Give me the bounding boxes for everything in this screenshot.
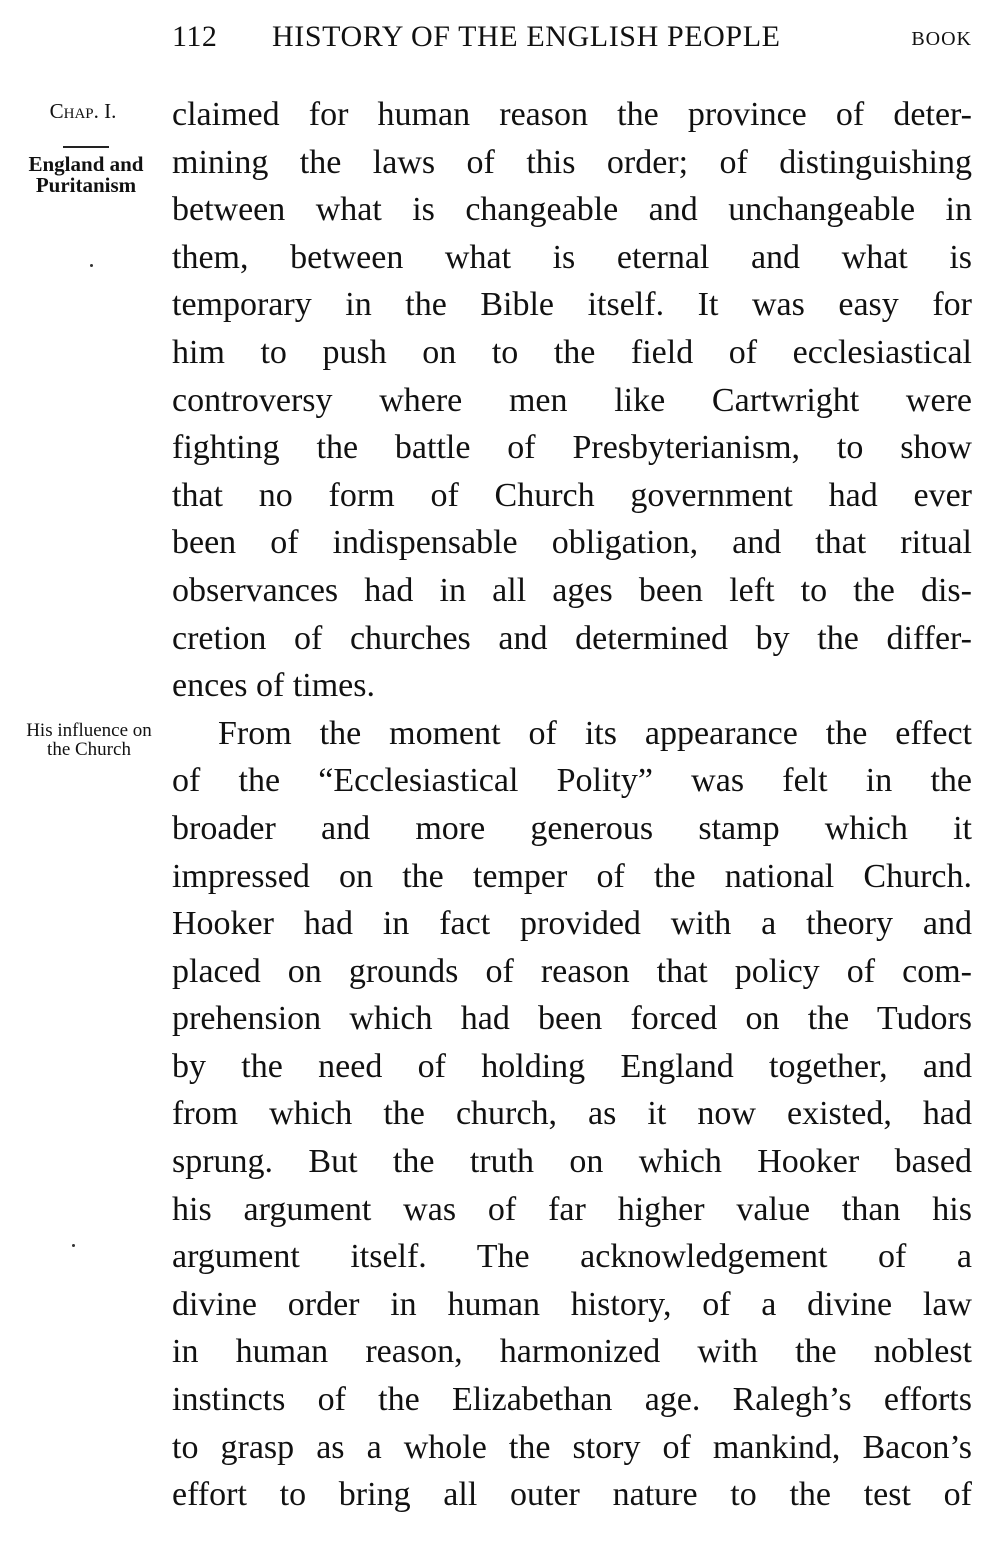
text-line: divine order in human history, of a divine law [172, 1285, 972, 1323]
text-line: placed on grounds of reason that policy of com- [172, 952, 972, 990]
page-number: 112 [172, 20, 218, 53]
text-line: them, between what is eternal and what is [172, 238, 972, 276]
text-line: argument itself. The acknowledgement of a [172, 1238, 972, 1276]
text-line: From the moment of its appearance the effect [218, 714, 972, 752]
text-line: that no form of Church government had ever [172, 476, 972, 514]
text-line: claimed for human reason the province of deter- [172, 96, 972, 133]
text-line: between what is changeable and unchangeable in [172, 191, 972, 229]
text-line: mining the laws of this order; of distinguishing [172, 143, 972, 181]
chapter-rule [63, 146, 109, 148]
text-line: Hooker had in fact provided with a theory and [172, 905, 972, 943]
paragraph-1 [172, 91, 972, 710]
print-speck [72, 1244, 75, 1247]
print-speck [90, 264, 93, 267]
text-line: instincts of the Elizabethan age. Ralegh’s efforts [172, 1381, 972, 1419]
side-note: His influence on the Church [26, 720, 152, 760]
body-text [172, 91, 972, 1519]
running-title: HISTORY OF THE ENGLISH PEOPLE [272, 20, 781, 53]
text-line: broader and more generous stamp which it [172, 809, 972, 847]
text-line: ences of times. [172, 667, 375, 705]
text-line: in human reason, harmonized with the noblest [172, 1333, 972, 1371]
text-line: sprung. But the truth on which Hooker based [172, 1143, 972, 1181]
paragraph-2 [172, 710, 972, 1519]
text-line: been of indispensable obligation, and that ritual [172, 524, 972, 562]
text-line: his argument was of far higher value than his [172, 1190, 972, 1228]
text-line: temporary in the Bible itself. It was easy for [172, 286, 972, 324]
text-line: cretion of churches and determined by the differ- [172, 619, 972, 657]
running-header [172, 18, 972, 58]
text-line: from which the church, as it now existed, had [172, 1095, 972, 1133]
side-heading: England and Puritanism [28, 152, 144, 197]
text-line: fighting the battle of Presbyterianism, to show [172, 429, 972, 467]
book-label: BOOK [911, 28, 972, 50]
text-line: to grasp as a whole the story of mankind, Bacon’s [172, 1428, 972, 1466]
text-line: impressed on the temper of the national Church. [172, 857, 972, 895]
text-line: of the “Ecclesiastical Polity” was felt in the [172, 762, 972, 800]
text-line: effort to bring all outer nature to the test of [172, 1476, 972, 1514]
text-line: him to push on to the field of ecclesiastical [172, 333, 972, 371]
text-line: prehension which had been forced on the Tudors [172, 1000, 972, 1038]
text-line: by the need of holding England together, and [172, 1047, 972, 1085]
text-line: controversy where men like Cartwright were [172, 381, 972, 419]
chapter-label: Chap. I. [49, 99, 117, 123]
text-line: observances had in all ages been left to the dis- [172, 571, 972, 609]
